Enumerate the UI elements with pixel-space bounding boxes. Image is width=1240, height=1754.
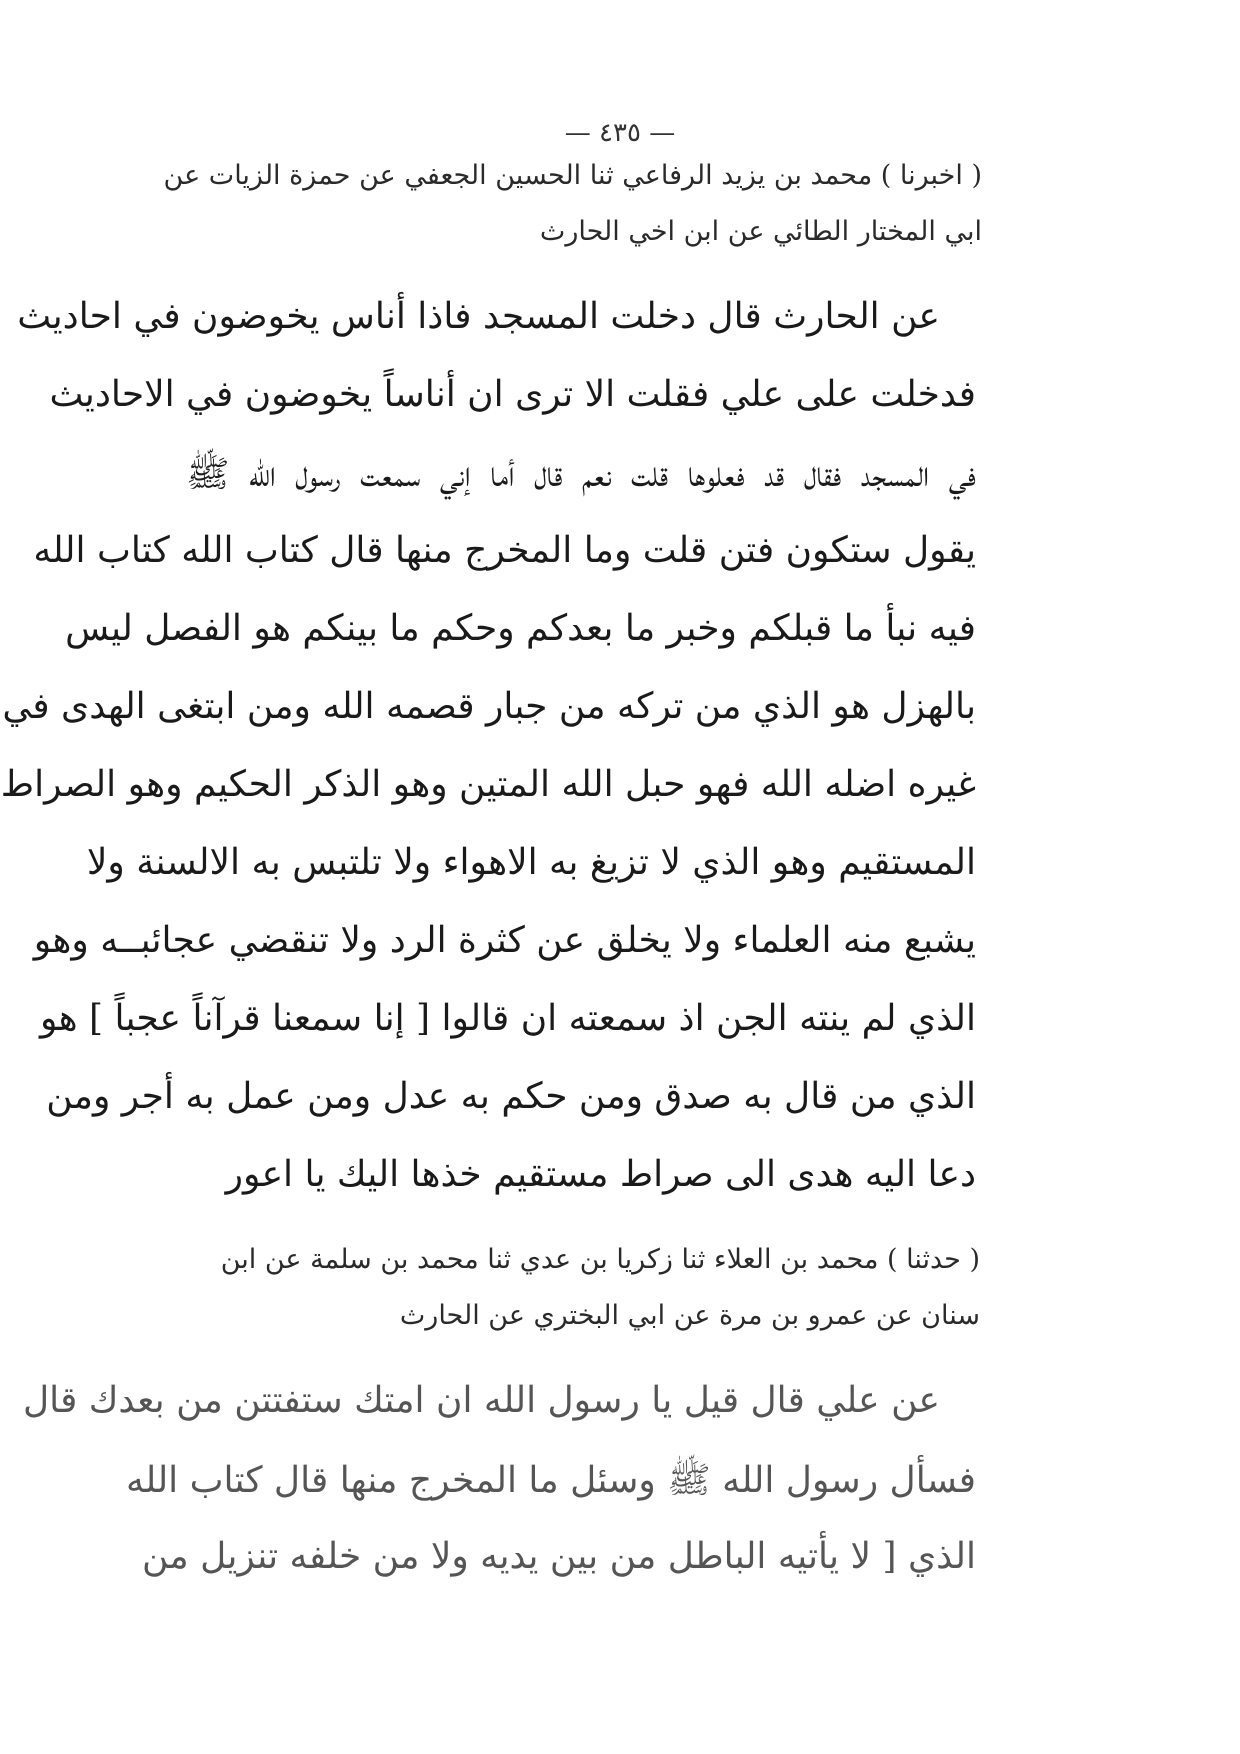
hadith-text-line: عن علي قال قيل يا رسول الله ان امتك ستفتتن من بعدك قال (22, 1380, 940, 1421)
isnad-line: ( اخبرنا ) محمد بن يزيد الرفاعي ثنا الحسين الجعفي عن حمزة الزيات عن (163, 160, 982, 191)
hadith-text-line: في المسجد فقال قد فعلوها قلت نعم قال أما إني سمعت رسول الله ﷺ (186, 454, 976, 495)
page-number: — ٤٣٥ — (564, 118, 676, 148)
hadith-text-line: عن الحارث قال دخلت المسجد فاذا أناس يخوضون في احاديث (17, 296, 940, 337)
hadith-text-line: غيره اضله الله فهو حبل الله المتين وهو الذكر الحكيم وهو الصراط (0, 764, 976, 805)
hadith-text-line: فدخلت على علي فقلت الا ترى ان أناساً يخوضون في الاحاديث (49, 374, 976, 415)
hadith-text-line: دعا اليه هدى الى صراط مستقيم خذها اليك يا اعور (225, 1154, 976, 1195)
hadith-text-line: فسأل رسول الله ﷺ وسئل ما المخرج منها قال كتاب الله (125, 1460, 976, 1501)
isnad-line: ابي المختار الطائي عن ابن اخي الحارث (539, 216, 982, 247)
hadith-text-line: المستقيم وهو الذي لا تزيغ به الاهواء ولا تلتبس به الالسنة ولا (86, 842, 976, 883)
hadith-text-line: بالهزل هو الذي من تركه من جبار قصمه الله ومن ابتغى الهدى في (2, 686, 976, 727)
hadith-text-line: يقول ستكون فتن قلت وما المخرج منها قال كتاب الله كتاب الله (33, 530, 976, 571)
hadith-text-line: الذي لم ينته الجن اذ سمعته ان قالوا [ إنا سمعنا قرآناً عجباً ] هو (39, 998, 976, 1039)
hadith-text-line: الذي [ لا يأتيه الباطل من بين يديه ولا من خلفه تنزيل من (141, 1536, 976, 1577)
isnad-line: سنان عن عمرو بن مرة عن ابي البختري عن الحارث (399, 1300, 980, 1331)
hadith-text-line: فيه نبأ ما قبلكم وخبر ما بعدكم وحكم ما بينكم هو الفصل ليس (65, 608, 976, 649)
isnad-line: ( حدثنا ) محمد بن العلاء ثنا زكريا بن عدي ثنا محمد بن سلمة عن ابن (220, 1244, 980, 1275)
hadith-text-line: الذي من قال به صدق ومن حكم به عدل ومن عمل به أجر ومن (46, 1076, 976, 1117)
hadith-text-line: يشبع منه العلماء ولا يخلق عن كثرة الرد ولا تنقضي عجائبــه وهو (33, 920, 976, 961)
